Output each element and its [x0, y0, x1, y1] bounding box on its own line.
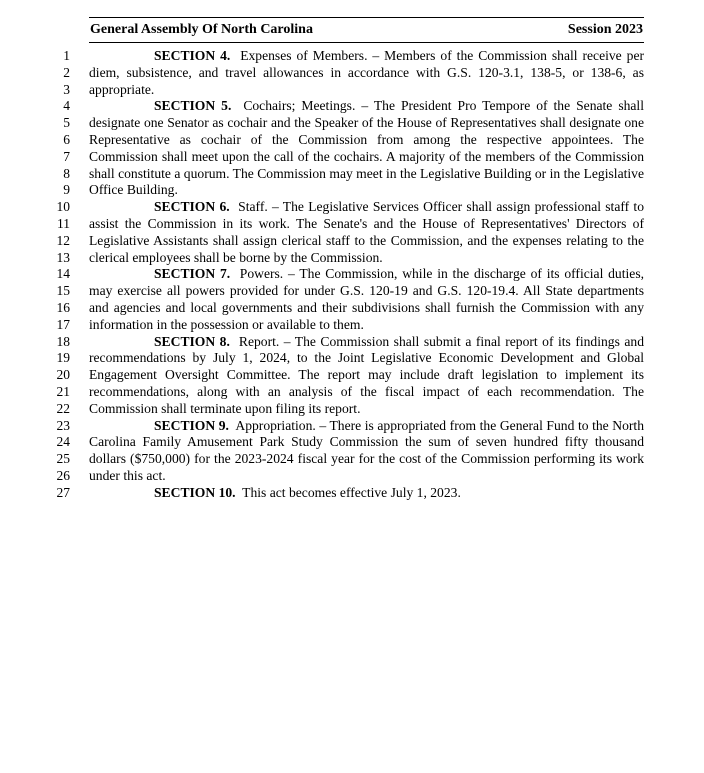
line-number: 24 — [56, 434, 70, 450]
section-5-paragraph — [89, 98, 644, 199]
line-number: 5 — [63, 115, 70, 131]
bill-body — [89, 48, 644, 502]
section-label: SECTION 8. — [154, 333, 230, 349]
line-number: 17 — [56, 316, 70, 332]
line-number: 9 — [63, 182, 70, 198]
line-number: 1 — [63, 48, 70, 63]
line-number: 27 — [56, 484, 70, 500]
line-number: 22 — [56, 400, 70, 416]
line-number: 20 — [56, 367, 70, 383]
section-4-paragraph — [89, 48, 644, 98]
section-label: SECTION 9. — [154, 417, 229, 433]
section-text: Cochairs; Meetings. – The President Pro Tempore of the Senate shall designate one Senator as cochair and the Speaker of the House of Representatives shall designate one Representative as cochair of the Commission from among the respective appointees. The Commission shall meet upon the call of the cochairs. A majority of the members of the Commission shall constitute a quorum. The Commission may meet in the Legislative Building or in the Legislative Office Building. — [89, 98, 644, 198]
section-text: Report. – The Commission shall submit a final report of its findings and recommendations by July 1, 2024, to the Joint Legislative Economic Development and Global Engagement Oversight Committee. The report may include draft legislation to implement its recommendations, along with an analysis of the fiscal impact of each recommendation. The Commission shall terminate upon filing its report. — [89, 333, 645, 416]
section-10-paragraph — [89, 485, 644, 502]
line-number: 12 — [56, 232, 70, 248]
section-9-paragraph — [89, 418, 644, 485]
section-text: Appropriation. – There is appropriated from the General Fund to the North Carolina Family Amusement Park Study Commission the sum of seven hundred fifty thousand dollars ($750,000) for the 2023-2024 fiscal year for the cost of the Commission performing its work under this act. — [89, 417, 644, 483]
section-7-paragraph — [89, 266, 644, 333]
line-number: 2 — [63, 64, 70, 80]
section-text: Staff. – The Legislative Services Officer shall assign professional staff to assist the Commission in its work. The Senate's and the House of Representatives' Directors of Legislative Assistants shall assign clerical staff to the Commission, and the expenses relating to the clerical employees shall be borne by the Commission. — [89, 199, 645, 265]
line-number: 3 — [63, 81, 70, 97]
line-number: 6 — [63, 131, 70, 147]
line-number: 19 — [56, 350, 70, 366]
line-numbers — [38, 48, 70, 502]
line-number: 11 — [57, 215, 70, 231]
line-number: 26 — [56, 467, 70, 483]
line-number: 18 — [56, 333, 70, 349]
line-number: 10 — [56, 199, 70, 215]
line-number: 14 — [56, 266, 70, 282]
line-number: 16 — [56, 299, 70, 315]
section-text: Powers. – The Commission, while in the discharge of its official duties, may exercise all powers provided for under G.S. 120-19 and G.S. 120-19.4. All State departments and agencies and local governments and their subdivisions shall furnish the Commission with any information in the possession or available to them. — [89, 266, 645, 332]
section-text: Expenses of Members. – Members of the Commission shall receive per diem, subsistence, and travel allowances in accordance with G.S. 120-3.1, 138-5, or 138-6, as appropriate. — [89, 48, 645, 97]
section-label: SECTION 4. — [154, 48, 231, 63]
line-number: 15 — [56, 283, 70, 299]
line-number: 21 — [56, 383, 70, 399]
section-label: SECTION 7. — [154, 266, 231, 282]
line-number: 4 — [63, 98, 70, 114]
section-label: SECTION 10. — [154, 484, 236, 500]
line-number: 13 — [56, 249, 70, 265]
section-text: This act becomes effective July 1, 2023. — [242, 484, 461, 500]
line-number: 25 — [56, 451, 70, 467]
line-number: 8 — [63, 165, 70, 181]
section-label: SECTION 5. — [154, 98, 232, 114]
section-6-paragraph — [89, 199, 644, 266]
header-session: Session 2023 — [567, 22, 643, 37]
section-label: SECTION 6. — [154, 199, 230, 215]
header-assembly-title: General Assembly Of North Carolina — [90, 22, 313, 37]
line-number: 23 — [56, 417, 70, 433]
line-number: 7 — [63, 148, 70, 164]
page-header — [89, 17, 644, 43]
section-8-paragraph — [89, 334, 644, 418]
